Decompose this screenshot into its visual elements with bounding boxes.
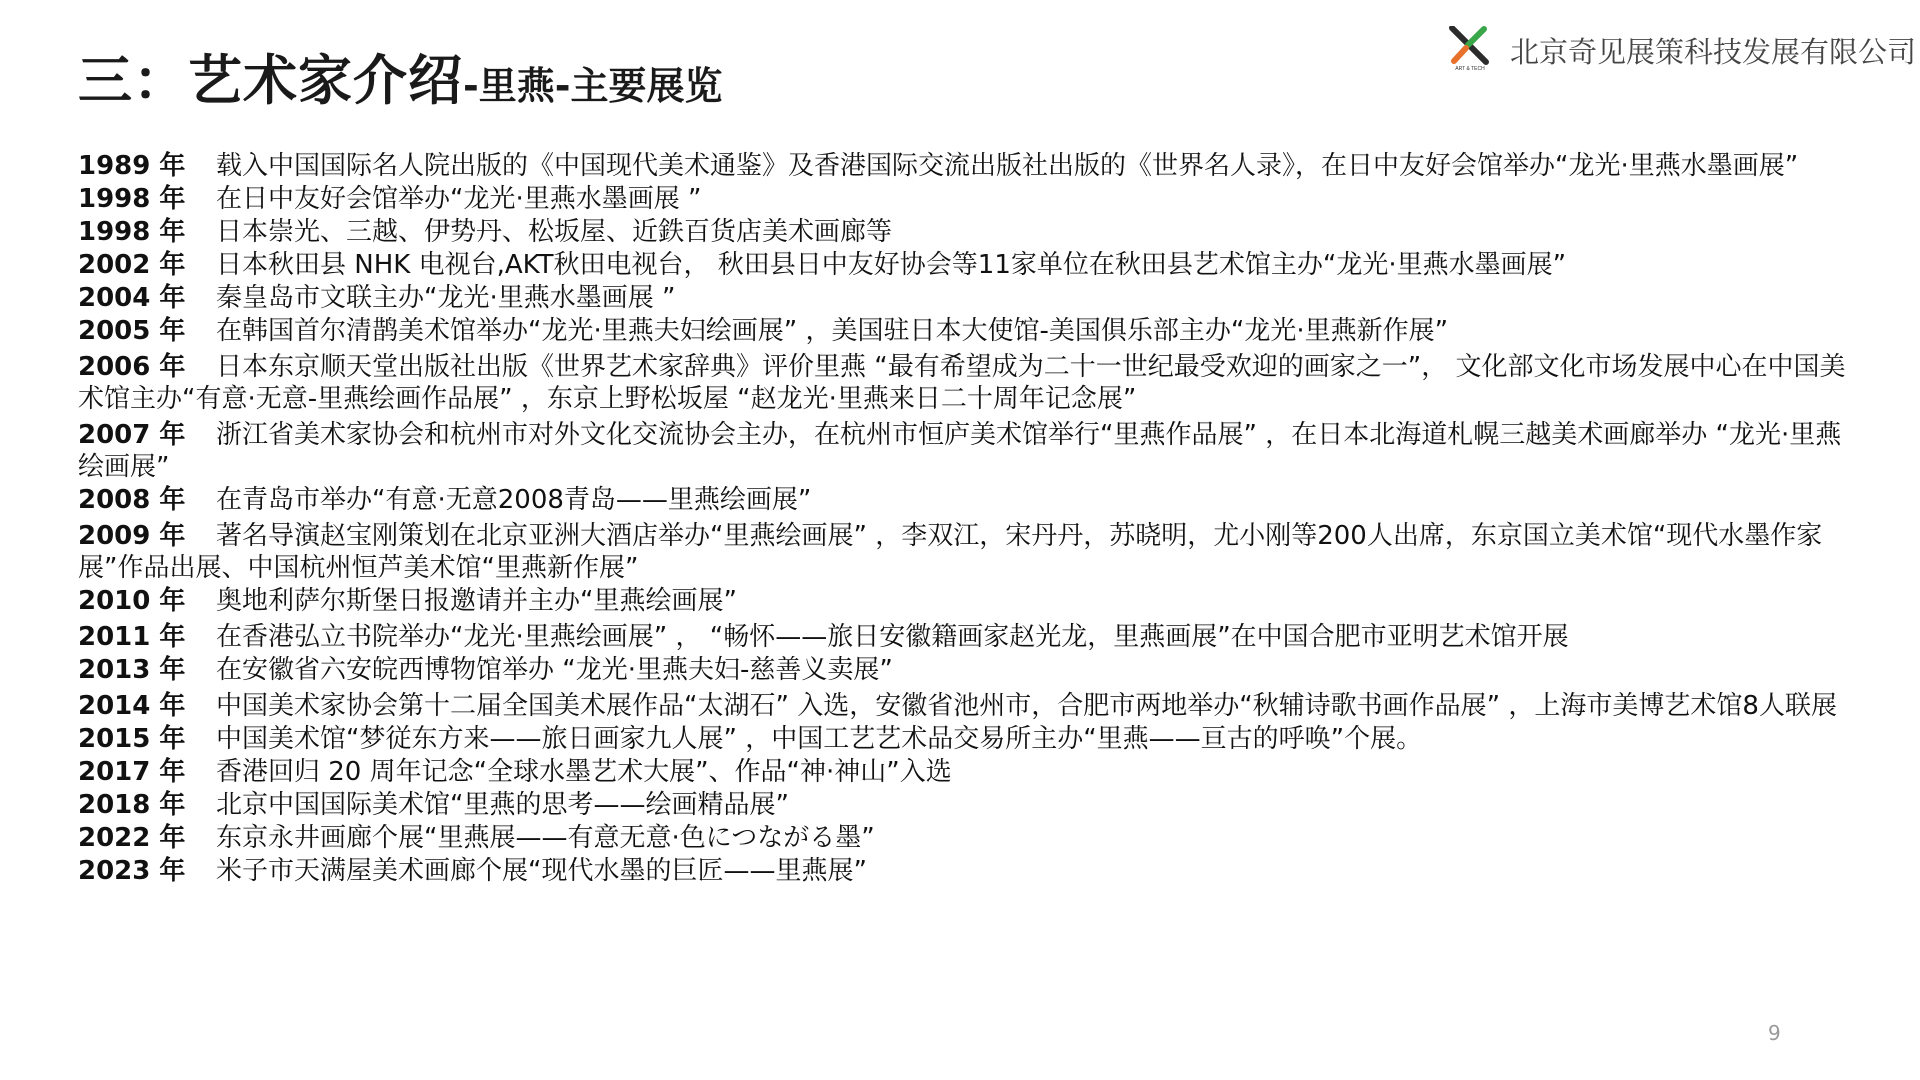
entry-year: 1989 年 [78, 151, 186, 181]
entry-year: 2008 年 [78, 485, 186, 515]
entry-text: 东京永井画廊个展“里燕展——有意无意·色につながる墨” [216, 823, 875, 853]
entry-year: 2002 年 [78, 250, 186, 280]
exhibition-timeline [78, 150, 1858, 888]
entry-text: 著名导演赵宝刚策划在北京亚洲大酒店举办“里燕绘画展” ，李双江，宋丹丹，苏晓明，尤小刚等200人出席，东京国立美术馆“现代水墨作家展”作品出展、中国杭州恒芦美术馆“里燕新作展” [78, 521, 1823, 583]
entry-year: 2011 年 [78, 622, 186, 652]
company-brand [1448, 26, 1916, 78]
timeline-entry [78, 654, 1858, 686]
entry-year: 1998 年 [78, 184, 186, 214]
entry-text: 米子市天满屋美术画廊个展“现代水墨的巨匠——里燕展” [216, 856, 867, 886]
entry-text: 载入中国国际名人院出版的《中国现代美术通鉴》及香港国际交流出版社出版的《世界名人录》，在日中友好会馆举办“龙光·里燕水墨画展” [216, 151, 1799, 181]
entry-year: 1998 年 [78, 217, 186, 247]
entry-text: 在安徽省六安皖西博物馆举办 “龙光·里燕夫妇-慈善义卖展” [216, 655, 893, 685]
entry-year: 2018 年 [78, 790, 186, 820]
entry-text: 在日中友好会馆举办“龙光·里燕水墨画展 ” [216, 184, 702, 214]
entry-year: 2017 年 [78, 757, 186, 787]
entry-text: 奥地利萨尔斯堡日报邀请并主办“里燕绘画展” [216, 586, 737, 616]
timeline-entry [78, 315, 1858, 347]
entry-text: 在香港弘立书院举办“龙光·里燕绘画展” ， “畅怀——旅日安徽籍画家赵光龙，里燕画展”在中国合肥市亚明艺术馆开展 [216, 622, 1569, 652]
timeline-entry [78, 216, 1858, 248]
timeline-entry [78, 249, 1858, 281]
timeline-entry [78, 282, 1858, 314]
entry-text: 北京中国国际美术馆“里燕的思考——绘画精品展” [216, 790, 789, 820]
timeline-entry [78, 690, 1858, 722]
entry-year: 2014 年 [78, 691, 186, 721]
page-title-main: 三：艺术家介绍 [78, 49, 463, 112]
entry-text: 中国美术馆“梦従东方来——旅日画家九人展” ，中国工艺艺术品交易所主办“里燕——亘古的呼唤”个展。 [216, 724, 1423, 754]
entry-text: 香港回归 20 周年记念“全球水墨艺术大展”、作品“神·神山”入选 [216, 757, 952, 787]
entry-year: 2004 年 [78, 283, 186, 313]
entry-year: 2005 年 [78, 316, 186, 346]
entry-year: 2009 年 [78, 521, 186, 551]
entry-year: 2015 年 [78, 724, 186, 754]
timeline-entry [78, 621, 1858, 653]
timeline-entry [78, 484, 1858, 516]
timeline-entry [78, 756, 1858, 788]
page-title [78, 38, 723, 115]
entry-year: 2007 年 [78, 420, 186, 450]
entry-year: 2023 年 [78, 856, 186, 886]
entry-text: 在青岛市举办“有意·无意2008青岛——里燕绘画展” [216, 485, 812, 515]
company-name: 北京奇见展策科技发展有限公司 [1510, 35, 1917, 69]
entry-text: 秦皇岛市文联主办“龙光·里燕水墨画展 ” [216, 283, 676, 313]
timeline-entry [78, 789, 1858, 821]
logo-caption: ART & TECH [1455, 66, 1485, 72]
timeline-entry [78, 855, 1858, 887]
entry-year: 2022 年 [78, 823, 186, 853]
entry-year: 2013 年 [78, 655, 186, 685]
timeline-entry [78, 520, 1858, 584]
entry-text: 日本秋田县 NHK 电视台,AKT秋田电视台， 秋田县日中友好协会等11家单位在秋田县艺术馆主办“龙光·里燕水墨画展” [216, 250, 1567, 280]
timeline-entry [78, 183, 1858, 215]
timeline-entry [78, 723, 1858, 755]
page-title-sub: -里燕-主要展览 [463, 64, 723, 108]
entry-text: 中国美术家协会第十二届全国美术展作品“太湖石” 入选，安徽省池州市，合肥市两地举办“秋辅诗歌书画作品展” ，上海市美博艺术馆8人联展 [216, 691, 1837, 721]
art-and-tech-x-logo-icon [1448, 26, 1492, 78]
entry-text: 日本东京顺天堂出版社出版《世界艺术家辞典》评价里燕 “最有希望成为二十一世纪最受欢迎的画家之一”， 文化部文化市场发展中心在中国美术馆主办“有意·无意-里燕绘画作品展” ，东京上野松坂屋 “赵龙光·里燕来日二十周年记念展” [78, 352, 1846, 414]
entry-text: 浙江省美术家协会和杭州市对外文化交流协会主办，在杭州市恒庐美术馆举行“里燕作品展” ，在日本北海道札幌三越美术画廊举办 “龙光·里燕绘画展” [78, 420, 1842, 482]
entry-year: 2010 年 [78, 586, 186, 616]
timeline-entry [78, 419, 1858, 483]
entry-text: 日本崇光、三越、伊势丹、松坂屋、近鉄百货店美术画廊等 [216, 217, 893, 247]
entry-text: 在韩国首尔清鹊美术馆举办“龙光·里燕夫妇绘画展” ，美国驻日本大使馆-美国俱乐部主办“龙光·里燕新作展” [216, 316, 1449, 346]
page-number: 9 [1768, 1021, 1781, 1045]
timeline-entry [78, 585, 1858, 617]
timeline-entry [78, 822, 1858, 854]
logo-x-mark [1448, 26, 1492, 66]
timeline-entry [78, 150, 1858, 182]
entry-year: 2006 年 [78, 352, 186, 382]
timeline-entry [78, 351, 1858, 415]
